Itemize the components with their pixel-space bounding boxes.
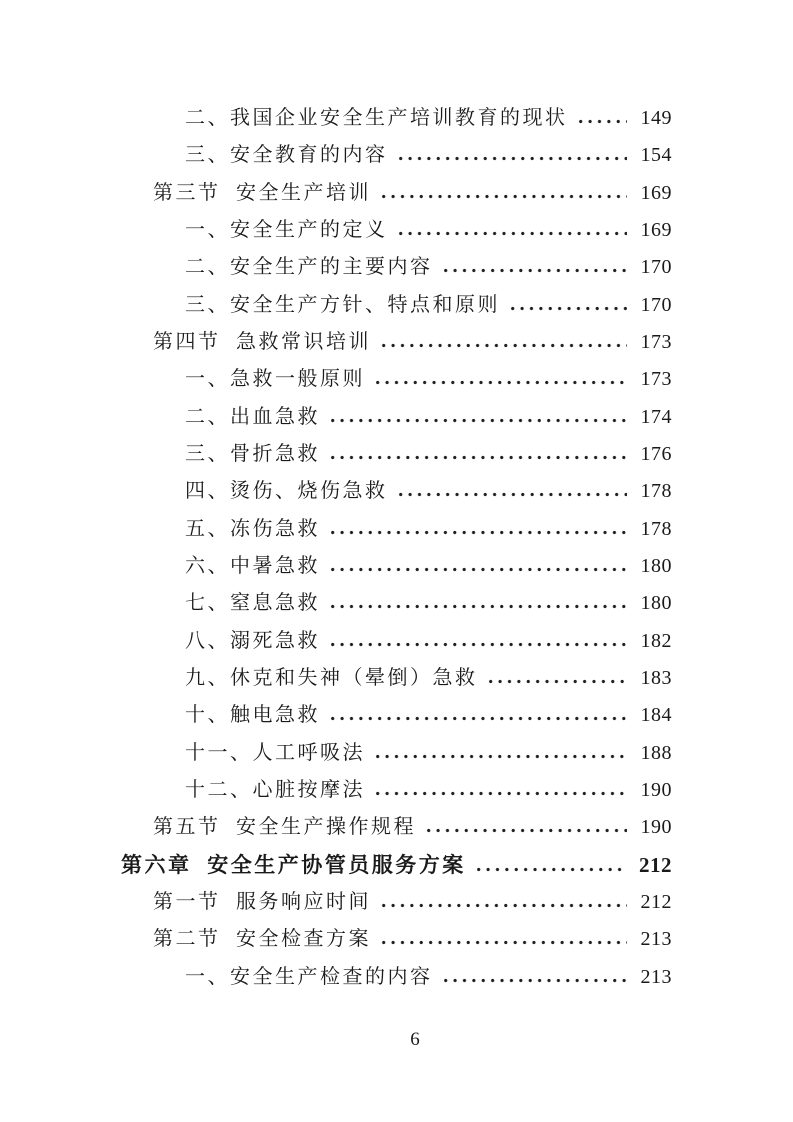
toc-entry-page-number: 213 [640,965,672,988]
toc-entry-title: 十一、人工呼吸法 [185,741,365,764]
toc-entry-title: 第三节 安全生产培训 [153,181,371,204]
toc-entry [0,287,793,324]
toc-entry [0,100,793,137]
dot-leader [441,978,628,983]
toc-entry [0,548,793,585]
toc-entry-page-number: 176 [640,442,672,465]
toc-entry [0,809,793,846]
dot-leader [379,343,627,348]
toc-entry-title: 第六章 安全生产协管员服务方案 [121,852,466,877]
toc-entry-title: 一、安全生产的定义 [185,218,388,241]
page-number: 6 [410,1029,420,1050]
dot-leader [328,642,627,647]
page-footer [0,1026,793,1054]
toc-entry-title: 二、出血急救 [185,405,320,428]
toc-entry [0,959,793,996]
toc-entry [0,324,793,361]
toc-entry-title: 五、冻伤急救 [185,517,320,540]
toc-entry [0,884,793,921]
dot-leader [373,791,627,796]
toc-entry-page-number: 170 [640,256,672,279]
toc-entry [0,847,793,884]
dot-leader [396,156,628,161]
toc-entry-page-number: 170 [640,293,672,316]
toc-entry-page-number: 190 [640,816,672,839]
toc-entry-page-number: 183 [640,666,672,689]
toc-entry [0,623,793,660]
toc-entry-title: 第四节 急救常识培训 [153,330,371,353]
toc-entry-title: 二、安全生产的主要内容 [185,256,433,279]
toc-entry-title: 十、触电急救 [185,704,320,727]
toc-entry [0,249,793,286]
toc-entry-title: 三、骨折急救 [185,442,320,465]
dot-leader [328,455,627,460]
dot-leader [328,567,627,572]
toc-entry-page-number: 184 [640,704,672,727]
dot-leader [396,231,628,236]
dot-leader [373,380,627,385]
toc-entry [0,175,793,212]
dot-leader [576,119,628,124]
toc-entry [0,436,793,473]
toc-entry-title: 七、窒息急救 [185,592,320,615]
dot-leader [396,492,628,497]
toc-entry-title: 二、我国企业安全生产培训教育的现状 [185,107,568,129]
dot-leader [379,194,627,199]
toc-entry [0,399,793,436]
toc-entry [0,660,793,697]
toc-entry [0,137,793,174]
toc-entry-page-number: 213 [640,928,672,951]
toc-entry [0,697,793,734]
dot-leader [474,867,627,872]
dot-leader [328,716,627,721]
toc-entry-page-number: 178 [640,480,672,503]
dot-leader [379,940,627,945]
toc-entry-title: 一、急救一般原则 [185,368,365,391]
toc-entry [0,772,793,809]
toc-entry-title: 三、安全生产方针、特点和原则 [185,293,500,316]
toc-entry-page-number: 173 [640,330,672,353]
table-of-contents [0,100,793,996]
dot-leader [328,604,627,609]
toc-entry-title: 六、中暑急救 [185,554,320,577]
toc-entry-title: 三、安全教育的内容 [185,144,388,167]
dot-leader [441,268,628,273]
toc-entry-page-number: 154 [640,144,672,167]
toc-entry-title: 第二节 安全检查方案 [153,928,371,951]
toc-entry-page-number: 180 [640,592,672,615]
toc-entry-page-number: 182 [640,629,672,652]
dot-leader [508,306,627,311]
toc-entry-page-number: 169 [640,181,672,204]
toc-entry-title: 第五节 安全生产操作规程 [153,816,416,839]
toc-entry [0,473,793,510]
toc-entry-page-number: 212 [639,852,672,877]
toc-entry-page-number: 180 [640,554,672,577]
toc-entry-page-number: 212 [640,890,672,913]
toc-entry-page-number: 169 [640,218,672,241]
toc-entry-title: 一、安全生产检查的内容 [185,965,433,988]
toc-entry [0,511,793,548]
toc-entry-title: 十二、心脏按摩法 [185,778,365,801]
toc-entry [0,212,793,249]
toc-entry-page-number: 174 [640,405,672,428]
toc-entry-page-number: 178 [640,517,672,540]
toc-entry-page-number: 188 [640,741,672,764]
dot-leader [328,418,627,423]
toc-entry [0,735,793,772]
dot-leader [424,828,627,833]
dot-leader [486,679,628,684]
toc-entry [0,361,793,398]
dot-leader [373,754,627,759]
toc-entry-title: 第一节 服务响应时间 [153,890,371,913]
toc-entry-page-number: 190 [640,778,672,801]
toc-entry-page-number: 149 [640,107,672,129]
toc-entry [0,585,793,622]
toc-entry [0,921,793,958]
toc-entry-page-number: 173 [640,368,672,391]
dot-leader [379,903,627,908]
toc-entry-title: 九、休克和失神（晕倒）急救 [185,666,478,689]
dot-leader [328,530,627,535]
toc-entry-title: 四、烫伤、烧伤急救 [185,480,388,503]
toc-entry-title: 八、溺死急救 [185,629,320,652]
